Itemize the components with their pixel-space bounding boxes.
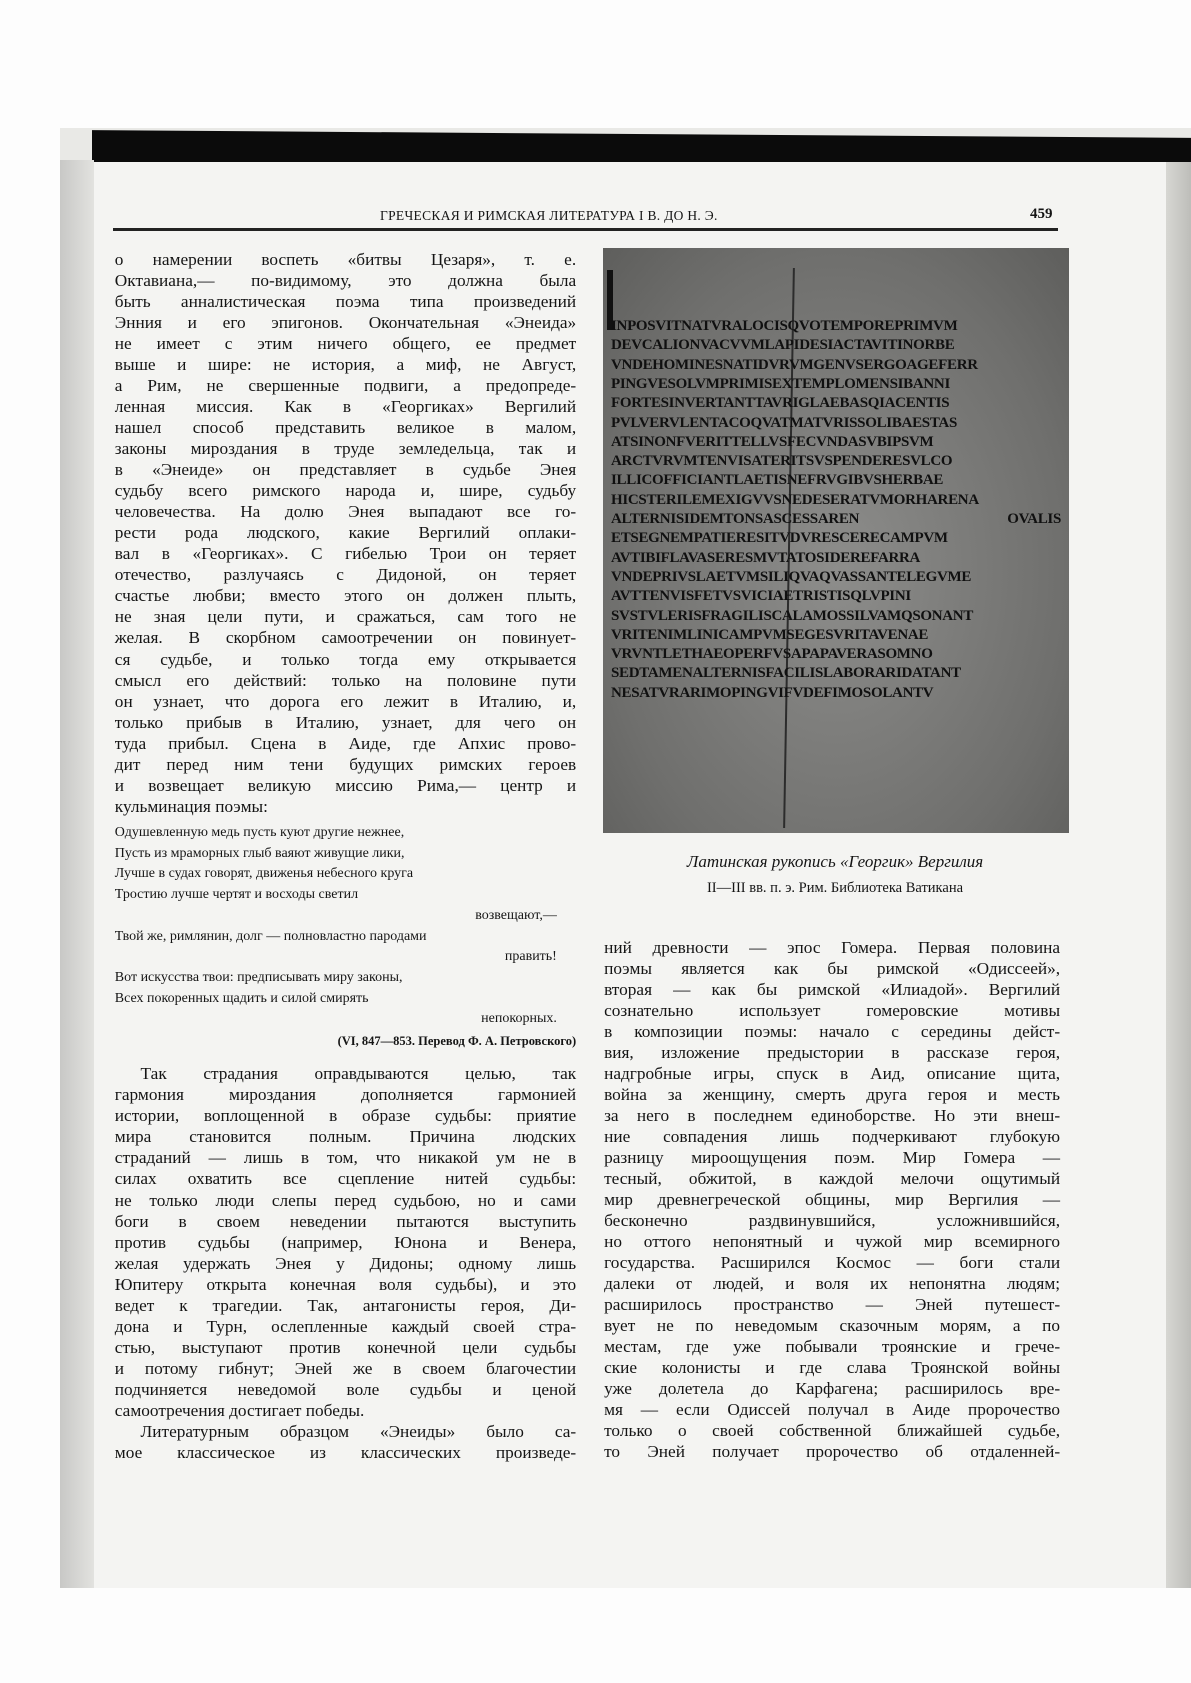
manuscript-text-line: HICSTERILEMEXIGVVSNEDESERATVMORHARENA bbox=[611, 491, 979, 508]
text-line: быть анналистическая поэма типа произведений bbox=[114, 292, 577, 311]
poem-line: Лучше в судах говорят, движенья небесного круга bbox=[114, 866, 414, 882]
text-line: нашел способ представить великое в малом, bbox=[114, 418, 577, 438]
manuscript-text-line: SVSTVLERISFRAGILISCALAMOSSILVAMQSONANT bbox=[611, 607, 974, 624]
page-right-edge bbox=[1166, 162, 1191, 1588]
running-title: ГРЕЧЕСКАЯ И РИМСКАЯ ЛИТЕРАТУРА I В. ДО Н. Э. bbox=[380, 208, 718, 223]
text-line: ся судьбе, и только тогда ему открывается bbox=[114, 649, 577, 669]
text-line: страданий — лишь в том, что никакой ум не в bbox=[114, 1148, 577, 1168]
manuscript-text-line: PVLVERVLENTACOQVATMATVRISSOLIBAESTAS bbox=[611, 414, 957, 431]
text-line: боги в своем неведении пытаются выступить bbox=[114, 1211, 577, 1231]
text-line: а Рим, не свершенные подвиги, а предопреде- bbox=[114, 376, 577, 396]
poem-line: Тростию лучше чертят и восходы светил bbox=[114, 887, 359, 903]
text-line: ленная миссия. Как в «Георгиках» Вергилий bbox=[114, 397, 577, 417]
figure-caption-subtitle: II—III вв. п. э. Рим. Библиотека Ватикана bbox=[706, 880, 964, 896]
poem-line: возвещают,— bbox=[475, 907, 557, 923]
text-line: не только люди слепы перед судьбою, но и сами bbox=[114, 1190, 577, 1210]
manuscript-text-line: ETSEGNEMPATIERESITVDVRESCERECAMPVM bbox=[611, 530, 948, 547]
text-line: дит перед ним тени будущих римских героев bbox=[114, 754, 577, 774]
text-line: мир древнегреческой общины, мир Вергилия — bbox=[604, 1190, 1061, 1210]
text-line: счастье любви; вместо этого он должен плыть, bbox=[114, 586, 577, 606]
text-line: мира становится полным. Причина людских bbox=[114, 1127, 577, 1147]
poem-line: Всех покоренных щадить и силой смирять bbox=[114, 990, 369, 1006]
text-line: туда прибыл. Сцена в Аиде, где Апхис прово- bbox=[114, 733, 577, 753]
text-line: самоотречения достигает победы. bbox=[114, 1400, 365, 1420]
poem-line: непокорных. bbox=[481, 1011, 557, 1027]
manuscript-image bbox=[603, 248, 1069, 833]
text-line: истории, воплощенной в образе судьбы: приятие bbox=[114, 1106, 577, 1126]
text-line: но оттого непонятный и чужой мир всемирного bbox=[604, 1232, 1061, 1252]
manuscript-text-line: INPOSVITNATVRALOCISQVOTEMPOREPRIMVM bbox=[611, 318, 958, 334]
manuscript-text-line: ATSINONFVERITTELLVSFECVNDASVBIPSVM bbox=[611, 433, 934, 450]
text-line: ний древности — эпос Гомера. Первая половина bbox=[604, 937, 1061, 957]
text-line: кульминация поэмы: bbox=[114, 796, 268, 816]
text-line: сознательно использует гомеровские мотивы bbox=[604, 1000, 1061, 1020]
text-line: не имеет с этим ничего общего, ее предмет bbox=[114, 334, 577, 354]
text-line: силах охватить все сцепление нитей судьбы: bbox=[114, 1169, 577, 1189]
text-line: уже долетела до Карфагена; расширилось вре- bbox=[604, 1379, 1061, 1399]
text-line: стью, выступают против конечной цели судьбы bbox=[114, 1337, 577, 1357]
text-line: он узнает, что дорога его лежит в Италию, и, bbox=[114, 691, 577, 711]
text-line: желая удержать Энея у Дидоны; одному лишь bbox=[114, 1253, 577, 1273]
text-line: только о своей собственной ближайшей судьбе, bbox=[604, 1421, 1061, 1441]
text-line: вия, изложение предыстории в рассказе героя, bbox=[604, 1042, 1061, 1062]
text-line: государства. Расширился Космос — боги стали bbox=[604, 1253, 1061, 1273]
manuscript-text-line: VRITENIMLINICAMPVMSEGESVRITAVENAE bbox=[611, 626, 929, 643]
text-line: ние совпадения лишь подчеркивают глубокую bbox=[604, 1126, 1061, 1146]
manuscript-text-line: FORTESINVERTANTTAVRIGLAEBASQIACENTIS bbox=[611, 395, 950, 412]
text-line: тесный, обжитой, в каждой мелочи ощутимый bbox=[604, 1169, 1061, 1189]
text-line: подчиняется неведомой воле судьбы и ценой bbox=[114, 1379, 577, 1399]
text-line: мя — если Одиссей получал в Аиде пророчество bbox=[604, 1400, 1061, 1420]
poem-line: править! bbox=[504, 949, 557, 965]
poem-line: Твой же, римлянин, долг — полновластно пародами bbox=[114, 928, 427, 944]
text-line: против судьбы (например, Юнона и Венера, bbox=[114, 1232, 577, 1252]
text-line: Так страдания оправдываются целью, так bbox=[140, 1064, 577, 1084]
text-line: Литературным образцом «Энеиды» было са- bbox=[140, 1421, 577, 1441]
text-line: отечество, разлучаясь с Дидоной, он теряет bbox=[114, 565, 577, 585]
text-line: только прибыв в Италию, узнает, для чего он bbox=[114, 712, 577, 732]
text-line: Юпитеру открыта конечная воля судьбы), и это bbox=[114, 1274, 577, 1294]
scan-bottom-margin bbox=[0, 1588, 1191, 1683]
text-line: за него в последнем единоборстве. Но эти внеш- bbox=[604, 1105, 1061, 1125]
text-line: то Эней получает пророчество об отдаленней- bbox=[604, 1442, 1061, 1462]
text-line: Энния и его эпигонов. Окончательная «Энеида» bbox=[114, 313, 577, 333]
text-line: о намерении воспеть «битвы Цезаря», т. е. bbox=[114, 249, 577, 269]
text-line: рести рода людского, какие Вергилий оплаки- bbox=[114, 523, 577, 543]
poem-line: Одушевленную медь пусть куют другие нежнее, bbox=[114, 824, 405, 840]
poem-line: Пусть из мраморных глыб ваяют живущие лики, bbox=[114, 845, 405, 861]
manuscript-text-line: ALTERNISIDEMTONSASCESSAREN OVALIS bbox=[611, 511, 1061, 527]
text-line: в «Энеиде» он представляет в судьбе Энея bbox=[114, 460, 577, 480]
header-rule bbox=[113, 228, 1058, 231]
manuscript-text-line: VNDEPRIVSLAETVMSILIQVAQVASSANTELEGVME bbox=[611, 568, 972, 585]
text-line: надгробные игры, спуск в Аид, описание щита, bbox=[604, 1063, 1061, 1083]
manuscript-text-line: ARCTVRVMTENVISATERITSVSPENDERESVLCO bbox=[611, 453, 953, 470]
manuscript-text-line: NESATVRARIMOPINGVIFVDEFIMOSOLANTV bbox=[611, 684, 934, 701]
text-line: человечества. На долю Энея выпадают все го- bbox=[114, 502, 577, 522]
text-line: гармония мироздания дополняется гармонией bbox=[114, 1085, 577, 1105]
figure-caption-title: Латинская рукопись «Георгик» Вергилия bbox=[686, 852, 984, 871]
text-line: вторая — как бы римской «Илиадой». Вергилий bbox=[604, 979, 1061, 999]
manuscript-text-line: VNDEHOMINESNATIDVRVMGENVSERGOAGEFERR bbox=[611, 356, 978, 373]
poem-source: (VI, 847—853. Перевод Ф. А. Петровского) bbox=[337, 1034, 577, 1049]
text-line: мое классическое из классических произведе- bbox=[114, 1442, 577, 1462]
text-line: поэмы является как бы римской «Одиссеей», bbox=[604, 958, 1061, 978]
text-line: выше и шире: не история, а миф, не Август, bbox=[114, 355, 577, 375]
poem-line: Вот искусства твои: предписывать миру законы, bbox=[114, 969, 403, 985]
text-line: разницу мироощущения поэм. Мир Гомера — bbox=[604, 1148, 1061, 1168]
text-line: смысл его действий: только на половине пути bbox=[114, 670, 577, 690]
page-number: 459 bbox=[1030, 206, 1053, 222]
text-line: законы мироздания в труде земледельца, так и bbox=[114, 439, 577, 459]
text-line: Октавиана,— по-видимому, это должна была bbox=[114, 270, 577, 290]
text-line: война за женщину, смерть друга героя и месть bbox=[604, 1084, 1061, 1104]
page-gutter-edge bbox=[60, 160, 94, 1590]
text-line: вал в «Георгиках». С гибелью Трои он теряет bbox=[114, 544, 577, 564]
text-line: желая. В скорбном самоотречении он повинует- bbox=[114, 628, 577, 648]
text-line: далеки от людей, и воля их непонятна людям; bbox=[604, 1274, 1061, 1294]
text-line: расширилось пространство — Эней путешест- bbox=[604, 1295, 1061, 1315]
manuscript-text-line: AVTTENVISFETVSVICIAETRISTISQLVPINI bbox=[611, 588, 911, 605]
manuscript-text-line: AVTIBIFLAVASERESMVTATOSIDEREFARRA bbox=[611, 549, 921, 566]
text-line: местам, где уже побывали троянские и грече- bbox=[604, 1337, 1061, 1357]
text-line: и возвещает великую миссию Рима,— центр и bbox=[114, 775, 577, 795]
text-line: ские колонисты и где слава Троянской войны bbox=[604, 1358, 1061, 1378]
text-line: в композиции поэмы: начало с середины дейст- bbox=[604, 1021, 1061, 1041]
manuscript-text-line: DEVCALIONVACVVMLAPIDESIACTAVITINORBE bbox=[611, 337, 955, 354]
text-line: дона и Турн, ослепленные каждый своей стра- bbox=[114, 1316, 577, 1336]
text-line: вует не по неведомым сказочным морям, а по bbox=[604, 1316, 1061, 1336]
text-line: бесконечно раздвинувшийся, усложнившийся, bbox=[604, 1211, 1061, 1231]
text-line: ведет к трагедии. Так, антагонисты героя, Ди- bbox=[114, 1295, 577, 1315]
manuscript-text-line: PINGVESOLVMPRIMISEXTEMPLOMENSIBANNI bbox=[611, 375, 950, 392]
text-line: не зная цели пути, и сражаться, сам того не bbox=[114, 607, 577, 627]
text-line: и потому гибнут; Эней же в своем благочестии bbox=[114, 1358, 577, 1378]
manuscript-text-line: VRVNTLETHAEOPERFVSAPAPAVERASOMNO bbox=[611, 646, 933, 663]
manuscript-text-line: SEDTAMENALTERNISFACILISLABORARIDATANT bbox=[611, 665, 961, 682]
text-line: судьбу всего римского народа и, шире, судьбу bbox=[114, 481, 577, 501]
manuscript-text-line: ILLICOFFICIANTLAETISNEFRVGIBVSHERBAE bbox=[611, 472, 944, 489]
